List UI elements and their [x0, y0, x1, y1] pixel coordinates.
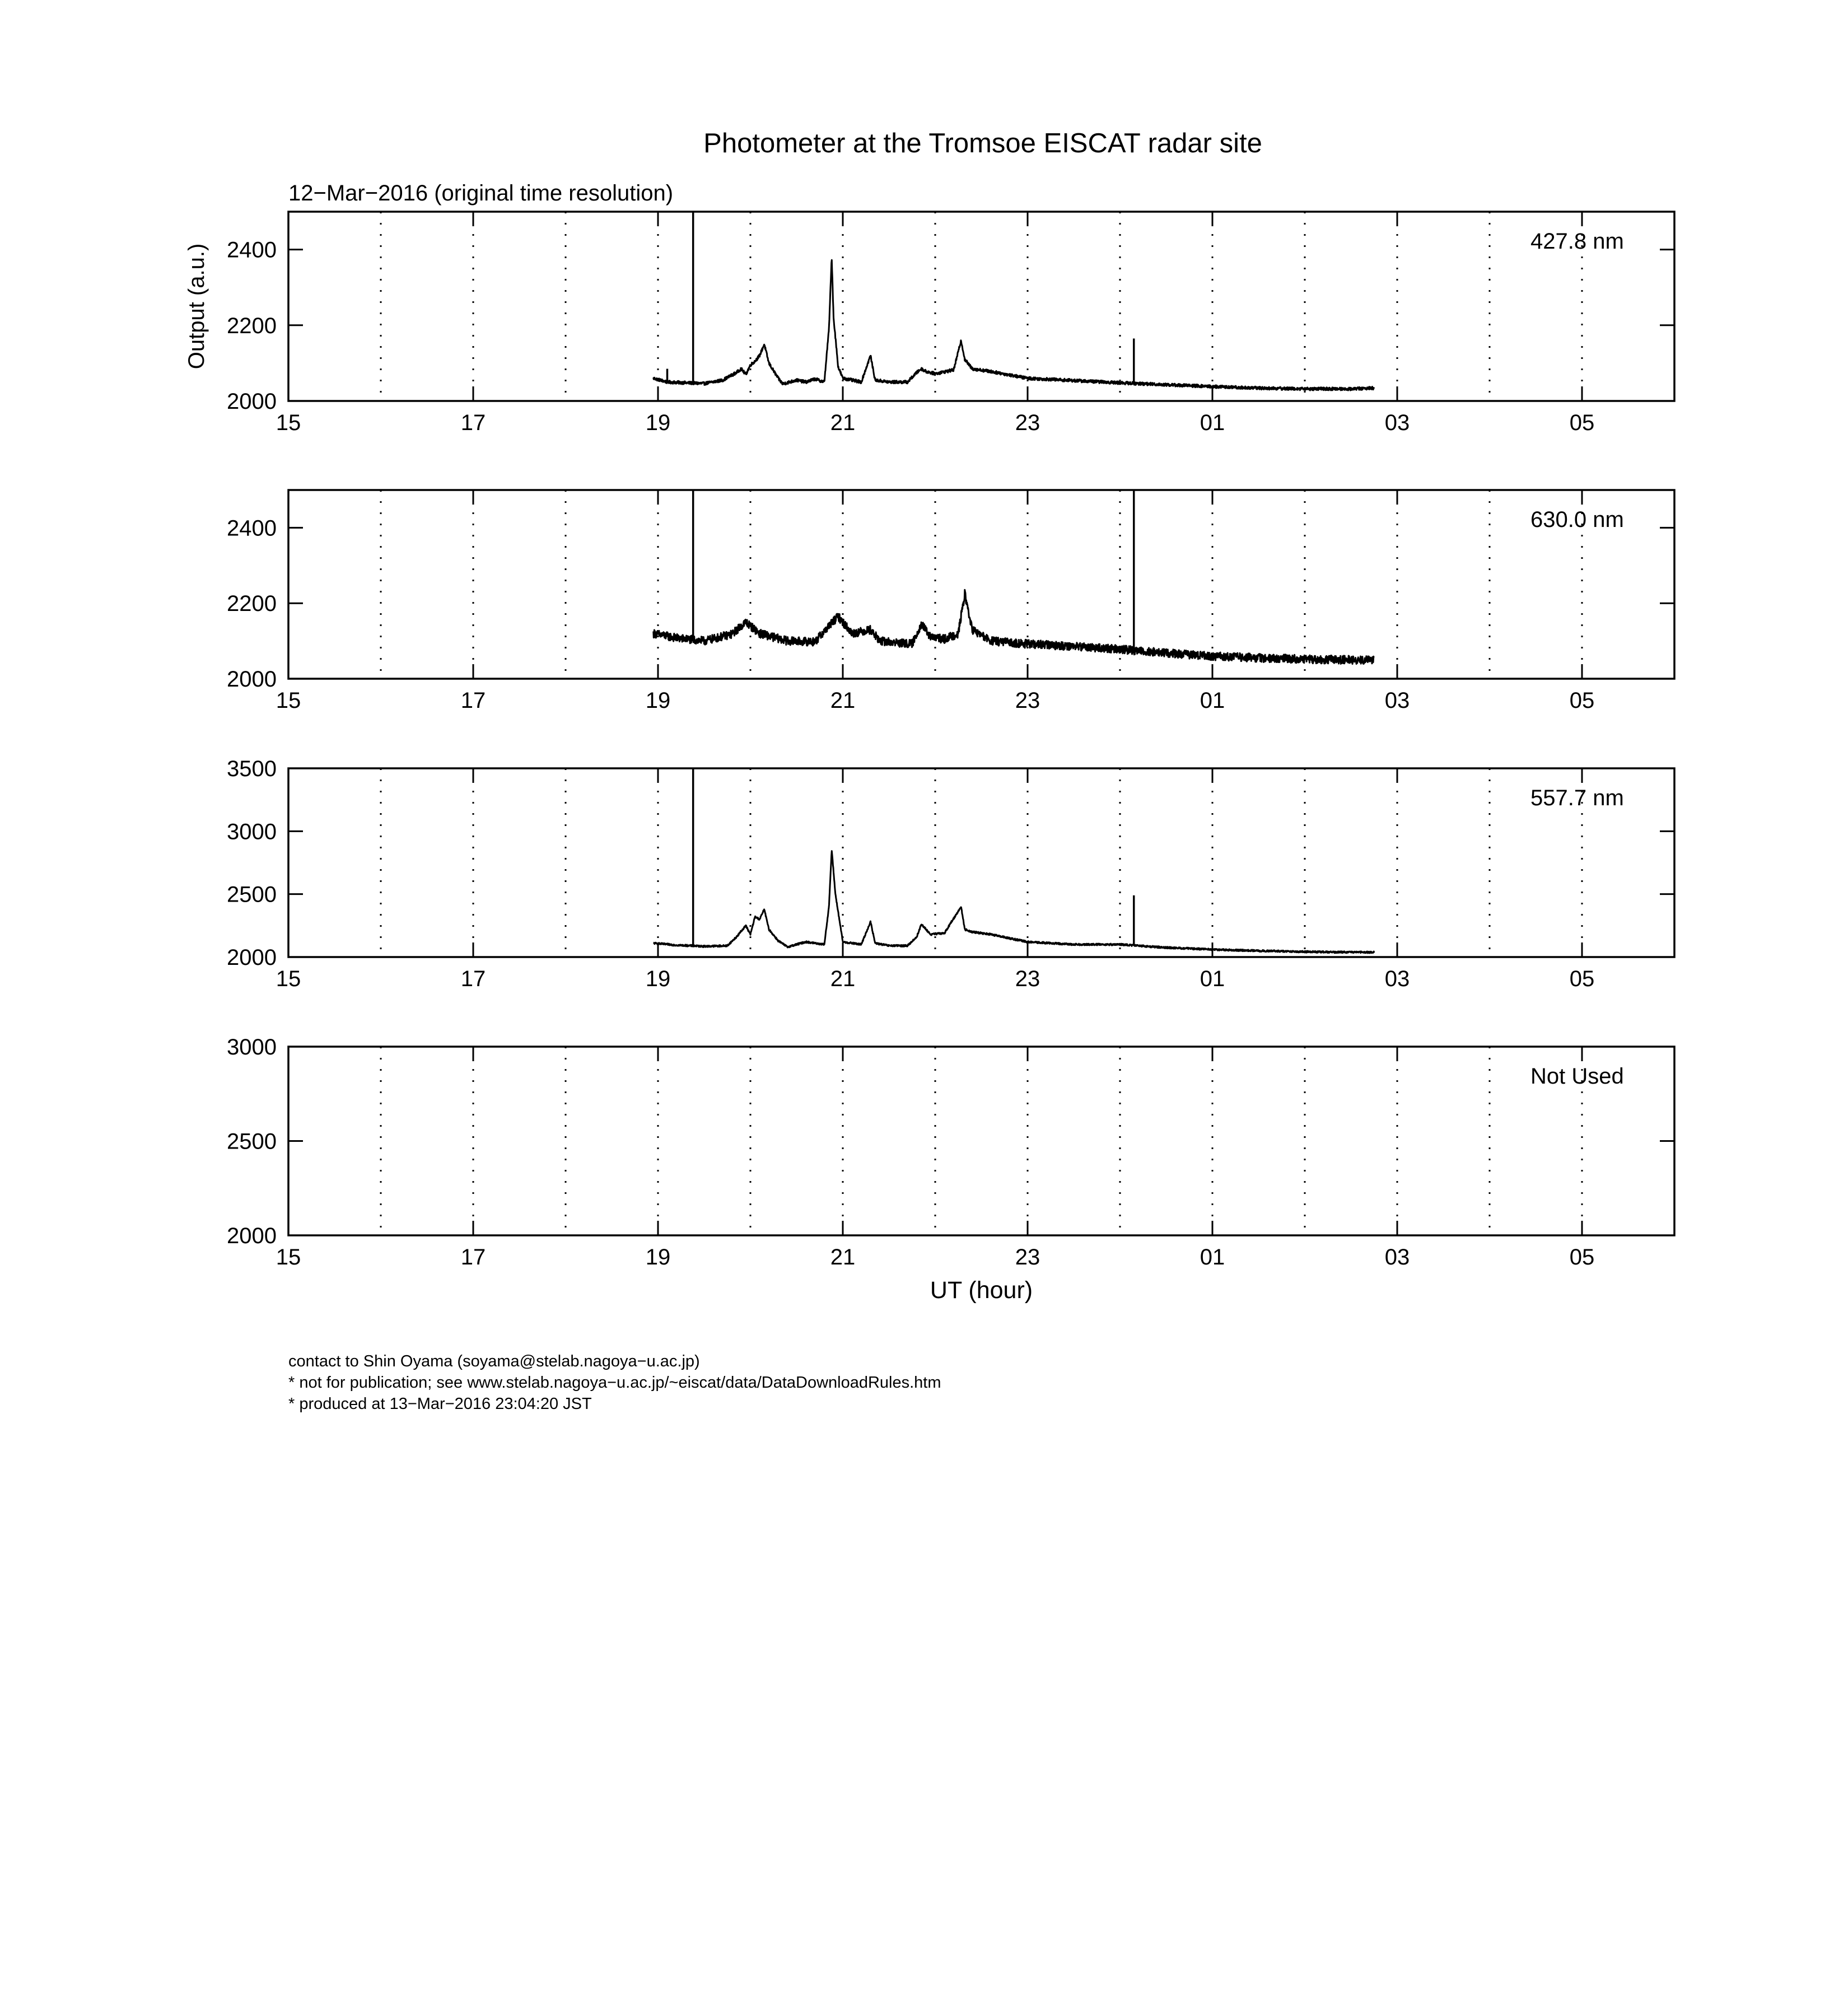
- x-tick-label: 21: [830, 688, 856, 713]
- x-tick-label: 05: [1569, 967, 1595, 991]
- figure-title: Photometer at the Tromsoe EISCAT radar site: [703, 128, 1262, 158]
- x-tick-label: 15: [276, 410, 301, 435]
- panel-427-8-nm: [184, 212, 1674, 435]
- x-tick-label: 19: [645, 967, 671, 991]
- x-tick-label: 23: [1015, 1245, 1040, 1270]
- y-tick-label: 2400: [227, 516, 277, 541]
- data-area: [654, 212, 1374, 390]
- panel-label: Not Used: [1530, 1064, 1624, 1089]
- panel-not-used: [227, 1035, 1674, 1304]
- x-tick-label: 03: [1384, 688, 1410, 713]
- x-tick-label: 21: [830, 967, 856, 991]
- panel-label: 557.7 nm: [1530, 786, 1624, 810]
- x-tick-label: 21: [830, 410, 856, 435]
- x-tick-label: 17: [460, 688, 486, 713]
- x-tick-label: 15: [276, 967, 301, 991]
- x-tick-label: 23: [1015, 967, 1040, 991]
- x-tick-label: 17: [460, 410, 486, 435]
- x-tick-label: 17: [460, 1245, 486, 1270]
- y-tick-label: 2000: [227, 389, 277, 414]
- panel-label: 427.8 nm: [1530, 229, 1624, 254]
- x-tick-label: 03: [1384, 410, 1410, 435]
- y-tick-label: 2500: [227, 882, 277, 907]
- x-tick-label: 23: [1015, 688, 1040, 713]
- series-line: [654, 590, 1374, 664]
- y-tick-label: 3500: [227, 757, 277, 781]
- data-area: [654, 490, 1374, 664]
- x-tick-label: 03: [1384, 1245, 1410, 1270]
- y-axis-label: Output (a.u.): [184, 243, 209, 370]
- x-tick-label: 03: [1384, 967, 1410, 991]
- y-tick-label: 2200: [227, 313, 277, 338]
- x-tick-label: 05: [1569, 410, 1595, 435]
- y-tick-label: 3000: [227, 1035, 277, 1060]
- x-tick-label: 17: [460, 967, 486, 991]
- axes-frame: [288, 768, 1674, 957]
- series-line: [654, 851, 1374, 953]
- x-tick-label: 23: [1015, 410, 1040, 435]
- x-tick-label: 01: [1200, 967, 1225, 991]
- x-tick-label: 21: [830, 1245, 856, 1270]
- x-tick-label: 01: [1200, 1245, 1225, 1270]
- y-tick-label: 2400: [227, 237, 277, 263]
- x-tick-label: 05: [1569, 688, 1595, 713]
- x-axis-label: UT (hour): [930, 1277, 1033, 1304]
- figure-subtitle: 12−Mar−2016 (original time resolution): [288, 181, 674, 206]
- y-tick-label: 2000: [227, 1224, 277, 1248]
- x-tick-label: 19: [645, 410, 671, 435]
- footer-line-rules: * not for publication; see www.stelab.nagoya−u.ac.jp/~eiscat/data/DataDownloadRules.htm: [288, 1374, 941, 1392]
- axes-frame: [288, 490, 1674, 679]
- axes-frame: [288, 212, 1674, 401]
- x-tick-label: 15: [276, 1245, 301, 1270]
- axes-frame: [288, 1047, 1674, 1235]
- y-tick-label: 3000: [227, 819, 277, 844]
- x-tick-label: 19: [645, 688, 671, 713]
- x-tick-label: 01: [1200, 410, 1225, 435]
- panel-557-7-nm: [227, 757, 1674, 991]
- y-tick-label: 2500: [227, 1129, 277, 1154]
- chart-panels: [184, 212, 1674, 1304]
- y-tick-label: 2200: [227, 591, 277, 617]
- footer-line-produced: * produced at 13−Mar−2016 23:04:20 JST: [288, 1395, 592, 1413]
- panel-630-0-nm: [227, 490, 1674, 713]
- series-line: [654, 260, 1374, 390]
- y-tick-label: 2000: [227, 945, 277, 970]
- x-tick-label: 15: [276, 688, 301, 713]
- data-area: [654, 768, 1374, 953]
- footer-line-contact: contact to Shin Oyama (soyama@stelab.nagoya−u.ac.jp): [288, 1352, 700, 1370]
- y-tick-label: 2000: [227, 667, 277, 692]
- x-tick-label: 01: [1200, 688, 1225, 713]
- x-tick-label: 19: [645, 1245, 671, 1270]
- panel-label: 630.0 nm: [1530, 507, 1624, 532]
- x-tick-label: 05: [1569, 1245, 1595, 1270]
